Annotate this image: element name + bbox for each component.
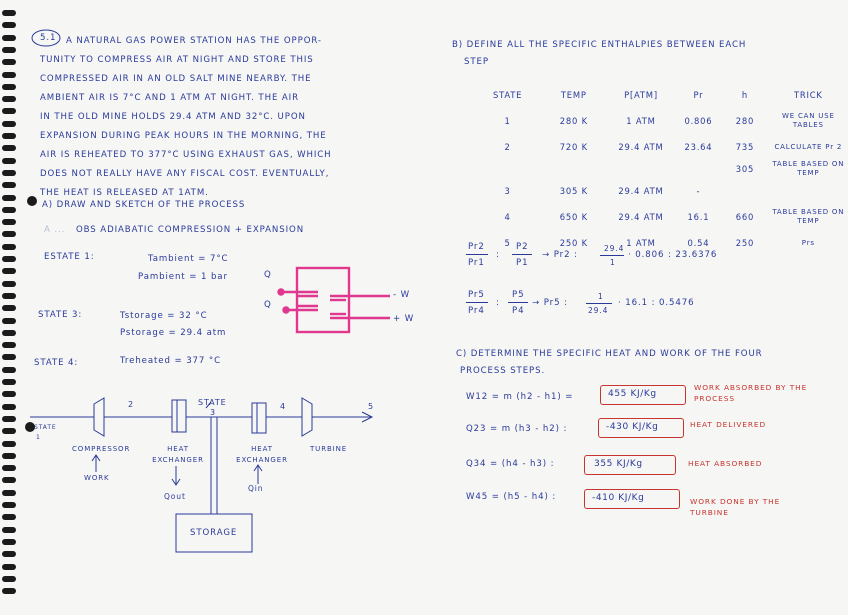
eq1-frac-den: 1 bbox=[610, 258, 616, 267]
cell-h: 660 bbox=[735, 212, 755, 222]
cell-h: 280 bbox=[735, 116, 755, 126]
compressor-label: COMPRESSOR bbox=[72, 445, 131, 453]
cell-trick bbox=[769, 178, 848, 204]
pink-control-volume bbox=[278, 268, 390, 332]
table-header: Pr bbox=[693, 90, 704, 100]
c-row2-value: -430 KJ/Kg bbox=[606, 422, 659, 432]
fraction-bar bbox=[586, 303, 612, 304]
c-row2-lhs: Q23 = m (h3 - h2) : bbox=[466, 424, 568, 434]
heat-exchanger-2-label: HEAT EXCHANGER bbox=[236, 445, 288, 464]
fraction-bar bbox=[466, 254, 488, 255]
diagram-state-top-num: 3 bbox=[210, 408, 216, 417]
eq2-rhs: → Pr5 : bbox=[532, 298, 568, 308]
part-c-title-2: PROCESS STEPS. bbox=[460, 366, 546, 376]
cell-pr: 23.64 bbox=[684, 142, 713, 152]
cell-state: 2 bbox=[504, 142, 511, 152]
part-a-title: A) DRAW AND SKETCH OF THE PROCESS bbox=[42, 200, 246, 210]
cell-pressure: 1 ATM bbox=[626, 116, 656, 126]
table-row bbox=[474, 108, 848, 134]
table-row bbox=[474, 160, 848, 178]
pink-w-minus: - W bbox=[393, 290, 411, 300]
table-row bbox=[474, 134, 848, 160]
q-out-label: Qout bbox=[164, 492, 186, 501]
diagram-num-5: 5 bbox=[368, 402, 374, 411]
table-header: h bbox=[741, 90, 748, 100]
cell-pressure: 29.4 ATM bbox=[618, 186, 664, 196]
equals-sign: : bbox=[496, 250, 500, 260]
cell-h bbox=[721, 178, 768, 204]
problem-line-7: AIR IS REHEATED TO 377°C USING EXHAUST GAS, WHICH bbox=[40, 150, 332, 160]
fraction-bar bbox=[466, 302, 488, 303]
eq2-frac-den: 29.4 bbox=[588, 306, 609, 315]
eq1-left-num: Pr2 bbox=[468, 242, 485, 252]
eq2-left-den: Pr4 bbox=[468, 306, 485, 316]
c-row3-lhs: Q34 = (h4 - h3) : bbox=[466, 459, 555, 469]
fraction-bar bbox=[600, 255, 624, 256]
c-row4-value: -410 KJ/Kg bbox=[592, 493, 645, 503]
problem-line-5: IN THE OLD MINE HOLDS 29.4 ATM AND 32°C. UPON bbox=[40, 112, 306, 122]
state1-line2: Pambient = 1 bar bbox=[138, 272, 228, 282]
part-b-title-2: STEP bbox=[464, 57, 489, 67]
state1-line1: Tambient = 7°C bbox=[148, 254, 229, 264]
q-in-label: Qin bbox=[248, 484, 264, 493]
diagram-state-top: STATE bbox=[198, 398, 227, 407]
faded-note: A ... bbox=[44, 225, 66, 235]
cell-trick: TABLE BASED ON TEMP bbox=[772, 160, 845, 177]
turbine-label: TURBINE bbox=[310, 445, 348, 453]
problem-number: 5.1 bbox=[40, 33, 57, 43]
cell-pressure: 1 ATM bbox=[626, 238, 656, 248]
cell-pr: - bbox=[696, 186, 701, 196]
table-header: P[ATM] bbox=[624, 90, 658, 100]
problem-line-3: COMPRESSED AIR IN AN OLD SALT MINE NEARBY. THE bbox=[40, 74, 312, 84]
c-row4-note: WORK DONE BY THE TURBINE bbox=[690, 497, 781, 517]
cell-temp: 250 K bbox=[559, 238, 588, 248]
cell-pr bbox=[676, 160, 722, 178]
cell-temp bbox=[541, 160, 606, 178]
c-row3-value: 355 KJ/Kg bbox=[594, 459, 643, 469]
eq1-frac-num: 29.4 bbox=[604, 244, 625, 253]
table-header-row bbox=[474, 82, 848, 108]
cell-temp: 305 K bbox=[559, 186, 588, 196]
eq2-mid-den: P4 bbox=[512, 306, 525, 316]
state4-line1: Treheated = 377 °C bbox=[120, 356, 222, 366]
cell-pressure: 29.4 ATM bbox=[618, 212, 664, 222]
cell-temp: 280 K bbox=[559, 116, 588, 126]
storage-label: STORAGE bbox=[190, 528, 238, 538]
c-row3-note: HEAT ABSORBED bbox=[688, 459, 763, 468]
enthalpy-table bbox=[474, 82, 848, 256]
cell-h: 250 bbox=[735, 238, 755, 248]
problem-line-6: EXPANSION DURING PEAK HOURS IN THE MORNING, THE bbox=[40, 131, 327, 141]
cell-temp: 720 K bbox=[559, 142, 588, 152]
problem-line-1: A NATURAL GAS POWER STATION HAS THE OPPOR- bbox=[66, 36, 322, 46]
state3-label: STATE 3: bbox=[38, 310, 83, 320]
eq1-rhs: → Pr2 : bbox=[542, 250, 578, 260]
eq2-mid-num: P5 bbox=[512, 290, 525, 300]
cell-h: 305 bbox=[735, 164, 755, 174]
eq2-result: · 16.1 : 0.5476 bbox=[618, 298, 695, 308]
cell-state: 4 bbox=[504, 212, 511, 222]
c-row4-lhs: W45 = (h5 - h4) : bbox=[466, 492, 557, 502]
state4-label: STATE 4: bbox=[34, 358, 79, 368]
cell-pressure: 29.4 ATM bbox=[618, 142, 664, 152]
fraction-bar bbox=[512, 254, 532, 255]
cell-temp: 650 K bbox=[559, 212, 588, 222]
c-row1-note: WORK ABSORBED BY THE PROCESS bbox=[694, 383, 808, 403]
part-c-title-1: C) DETERMINE THE SPECIFIC HEAT AND WORK OF THE FOUR bbox=[456, 349, 763, 359]
cell-state: 1 bbox=[504, 116, 511, 126]
problem-line-2: TUNITY TO COMPRESS AIR AT NIGHT AND STORE THIS bbox=[40, 55, 314, 65]
diagram-state1-num: 1 bbox=[36, 434, 41, 441]
table-row bbox=[474, 204, 848, 230]
bullet-dot bbox=[27, 196, 37, 206]
pink-w-plus: + W bbox=[393, 314, 415, 324]
eq1-mid-num: P2 bbox=[516, 242, 529, 252]
cell-pr: 0.54 bbox=[687, 238, 710, 248]
eq2-left-num: Pr5 bbox=[468, 290, 485, 300]
fraction-bar bbox=[508, 302, 528, 303]
table-row bbox=[474, 178, 848, 204]
cell-trick: CALCULATE Pr 2 bbox=[774, 142, 843, 151]
c-row1-value: 455 KJ/Kg bbox=[608, 389, 657, 399]
state3-line2: Pstorage = 29.4 atm bbox=[120, 328, 227, 338]
cell-state: 3 bbox=[504, 186, 511, 196]
problem-line-8: DOES NOT REALLY HAVE ANY FISCAL COST. EVENTUALLY, bbox=[40, 169, 330, 179]
heat-exchanger-1-label: HEAT EXCHANGER bbox=[152, 445, 204, 464]
cell-trick: TABLE BASED ON TEMP bbox=[772, 208, 845, 225]
problem-line-9: THE HEAT IS RELEASED AT 1ATM. bbox=[40, 188, 209, 198]
cell-pr: 16.1 bbox=[687, 212, 710, 222]
work-label: WORK bbox=[84, 474, 110, 482]
state3-line1: Tstorage = 32 °C bbox=[120, 311, 208, 321]
eq1-left-den: Pr1 bbox=[468, 258, 485, 268]
table-header: TRICK bbox=[793, 89, 823, 100]
state1-label: ESTATE 1: bbox=[44, 252, 95, 262]
eq1-result: · 0.806 : 23.6376 bbox=[628, 250, 718, 260]
c-row2-note: HEAT DELIVERED bbox=[690, 420, 767, 429]
cell-state bbox=[474, 160, 541, 178]
cell-pressure bbox=[606, 160, 675, 178]
cell-trick: Prs bbox=[801, 238, 815, 247]
pink-q-left: Q bbox=[264, 300, 272, 310]
equals-sign: : bbox=[496, 298, 500, 308]
eq1-mid-den: P1 bbox=[516, 258, 529, 268]
pink-q-top: Q bbox=[264, 270, 272, 280]
cell-trick: WE CAN USE TABLES bbox=[781, 112, 835, 129]
diagram-num-2: 2 bbox=[128, 400, 134, 409]
diagram-state1: STATE bbox=[34, 424, 57, 431]
table-header: TEMP bbox=[560, 90, 587, 100]
part-b-title-1: B) DEFINE ALL THE SPECIFIC ENTHALPIES BETWEEN EACH bbox=[452, 40, 747, 50]
cell-state: 5 bbox=[504, 238, 511, 248]
cell-h: 735 bbox=[735, 142, 755, 152]
c-row1-lhs: W12 = m (h2 - h1) = bbox=[466, 392, 574, 402]
diagram-num-4: 4 bbox=[280, 402, 286, 411]
table-header: STATE bbox=[492, 90, 523, 100]
eq2-frac-num: 1 bbox=[598, 292, 604, 301]
problem-line-4: AMBIENT AIR IS 7°C AND 1 ATM AT NIGHT. THE AIR bbox=[40, 93, 299, 103]
obs-note: OBS ADIABATIC COMPRESSION + EXPANSION bbox=[76, 225, 305, 235]
cell-pr: 0.806 bbox=[684, 116, 713, 126]
